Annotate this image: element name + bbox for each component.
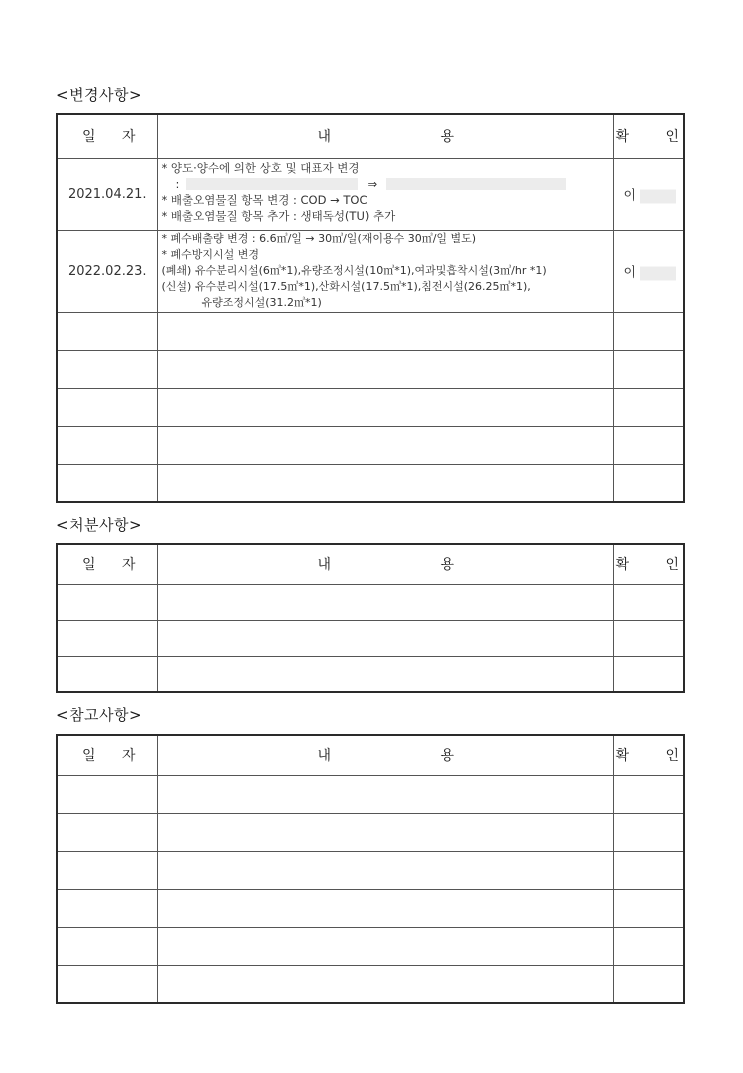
changes-table (56, 113, 685, 503)
redacted-old-name (186, 178, 358, 190)
header-confirm: 확 인 (613, 544, 684, 584)
redacted-signature (640, 266, 676, 280)
table-header-row (57, 544, 684, 584)
row-date: 2021.04.21. (57, 158, 157, 230)
table-header-row (57, 735, 684, 775)
table-row (57, 620, 684, 656)
table-row (57, 775, 684, 813)
table-row (57, 350, 684, 388)
table-row (57, 965, 684, 1003)
table-row (57, 927, 684, 965)
table-row (57, 230, 684, 312)
section-title-dispositions: <처분사항> (56, 516, 143, 534)
header-content: 내 용 (157, 544, 613, 584)
row-content: * 폐수배출량 변경 : 6.6㎥/일 → 30㎥/일(재이용수 30㎥/일 별도) * 폐수방지시설 변경 (폐쇄) 유수분리시설(6㎥*1),유량조정시설(10㎥*1),여과및흡착시설(3㎥/hr *1) (신설) 유수분리시설(17.5㎥*1),산화시설(17.5㎥*1),침전시설(26.25㎥*1), 유량조정시설(31.2㎥*1) (157, 230, 613, 312)
redacted-new-name (386, 178, 566, 190)
header-confirm: 확 인 (613, 735, 684, 775)
table-row (57, 426, 684, 464)
table-row (57, 464, 684, 502)
row-date: 2022.02.23. (57, 230, 157, 312)
header-date: 일 자 (57, 114, 157, 158)
section-title-changes: <변경사항> (56, 86, 143, 104)
table-row (57, 851, 684, 889)
references-table (56, 734, 685, 1004)
header-date: 일 자 (57, 735, 157, 775)
table-row (57, 889, 684, 927)
dispositions-table (56, 543, 685, 693)
table-row (57, 312, 684, 350)
table-row (57, 656, 684, 692)
row-content: * 양도·양수에 의한 상호 및 대표자 변경 : ⇒ * 배출오염물질 항목 변경 : COD → TOC * 배출오염물질 항목 추가 : 생태독성(TU) 추가 (157, 158, 613, 230)
section-title-references: <참고사항> (56, 706, 143, 724)
header-content: 내 용 (157, 114, 613, 158)
row-confirm: 이 (613, 158, 684, 230)
table-row (57, 388, 684, 426)
redacted-signature (640, 189, 676, 203)
header-date: 일 자 (57, 544, 157, 584)
header-content: 내 용 (157, 735, 613, 775)
header-confirm: 확 인 (613, 114, 684, 158)
table-row (57, 584, 684, 620)
table-row (57, 813, 684, 851)
table-row (57, 158, 684, 230)
table-header-row (57, 114, 684, 158)
row-confirm: 이 (613, 230, 684, 312)
